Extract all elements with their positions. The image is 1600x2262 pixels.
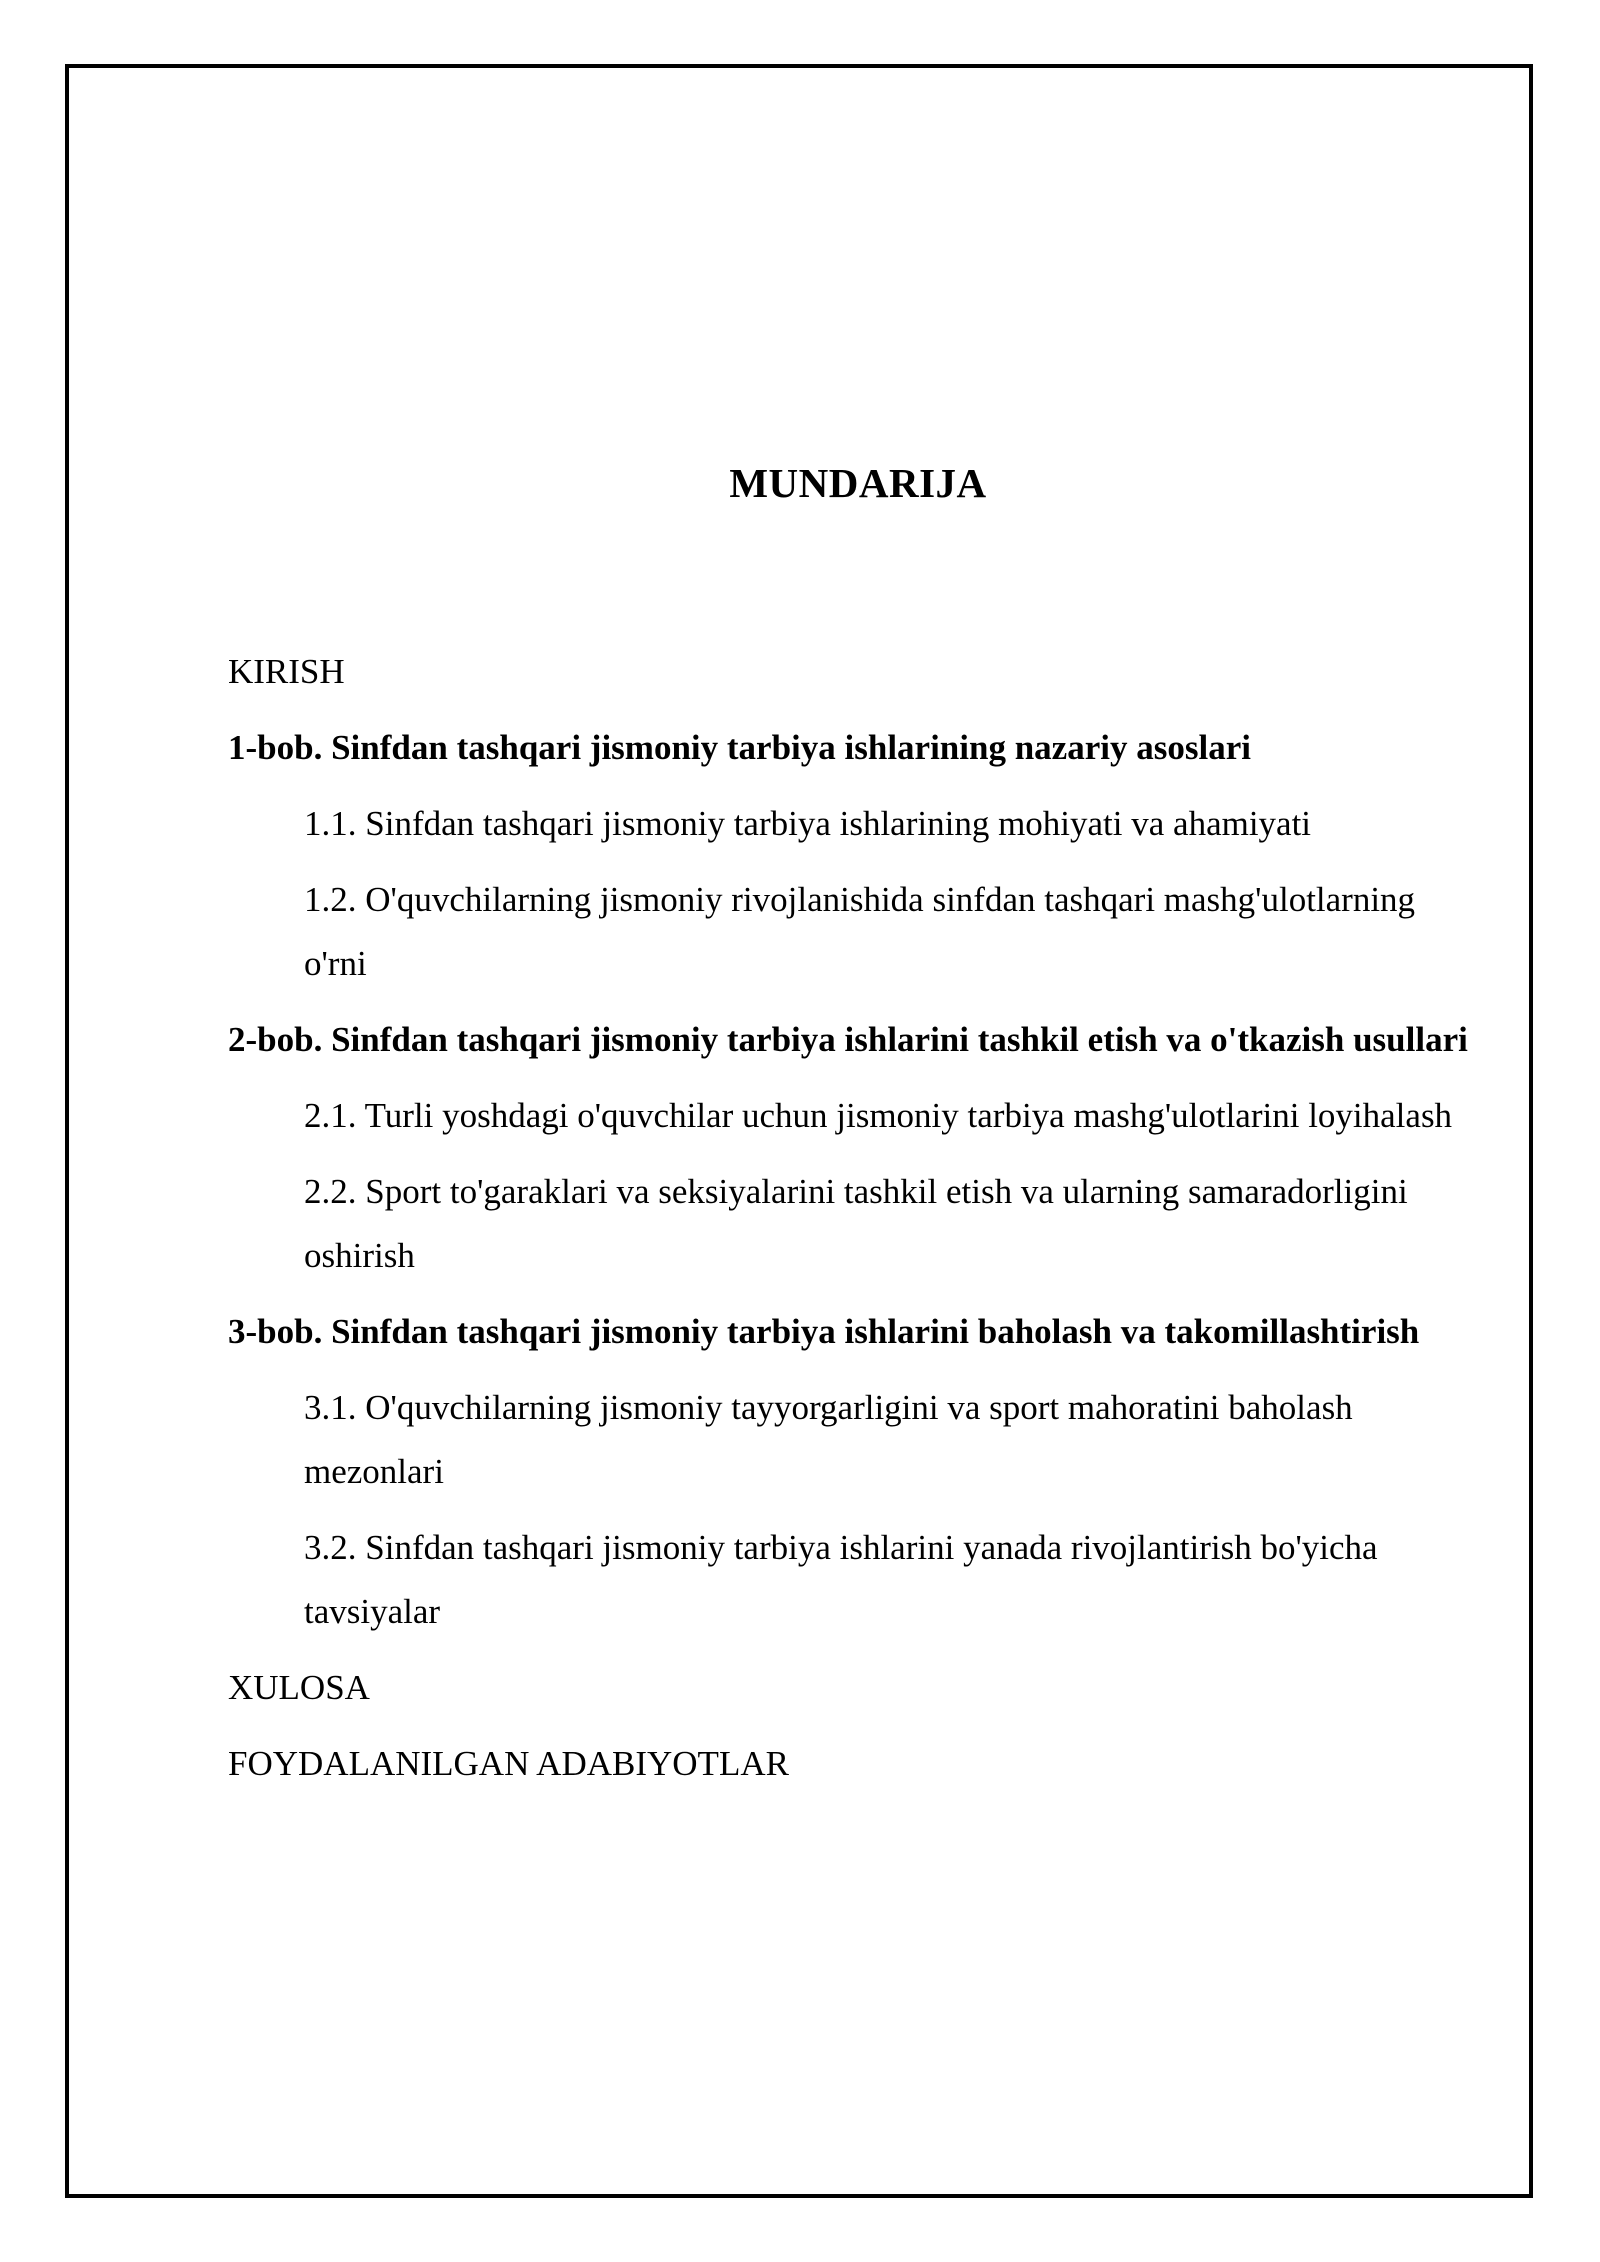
toc-entry-section-3-1: 3.1. O'quvchilarning jismoniy tayyorgarligini va sport mahoratini baholash mezonlari <box>304 1388 1353 1491</box>
toc-entry-chapter-2: 2-bob. Sinfdan tashqari jismoniy tarbiya ishlarini tashkil etish va o'tkazish usullari <box>228 1020 1468 1059</box>
toc-entry-section-1-1: 1.1. Sinfdan tashqari jismoniy tarbiya ishlarining mohiyati va ahamiyati <box>304 804 1312 843</box>
page-title: MUNDARIJA <box>729 460 987 506</box>
toc-entry-conclusion: XULOSA <box>228 1668 370 1707</box>
toc-entry-chapter-1: 1-bob. Sinfdan tashqari jismoniy tarbiya ishlarining nazariy asoslari <box>228 728 1251 767</box>
table-of-contents <box>228 640 1468 1808</box>
toc-entry-section-3-2: 3.2. Sinfdan tashqari jismoniy tarbiya ishlarini yanada rivojlantirish bo'yicha tavsiyalar <box>304 1528 1378 1631</box>
toc-entry-section-2-2: 2.2. Sport to'garaklari va seksiyalarini tashkil etish va ularning samaradorligini oshirish <box>304 1172 1408 1275</box>
toc-entry-chapter-3: 3-bob. Sinfdan tashqari jismoniy tarbiya ishlarini baholash va takomillashtirish <box>228 1312 1420 1351</box>
toc-entry-section-2-1: 2.1. Turli yoshdagi o'quvchilar uchun jismoniy tarbiya mashg'ulotlarini loyihalash <box>304 1096 1453 1135</box>
toc-entry-references: FOYDALANILGAN ADABIYOTLAR <box>228 1744 789 1783</box>
toc-entry-section-1-2: 1.2. O'quvchilarning jismoniy rivojlanishida sinfdan tashqari mashg'ulotlarning o'rni <box>304 880 1416 983</box>
toc-entry-introduction: KIRISH <box>228 652 345 691</box>
